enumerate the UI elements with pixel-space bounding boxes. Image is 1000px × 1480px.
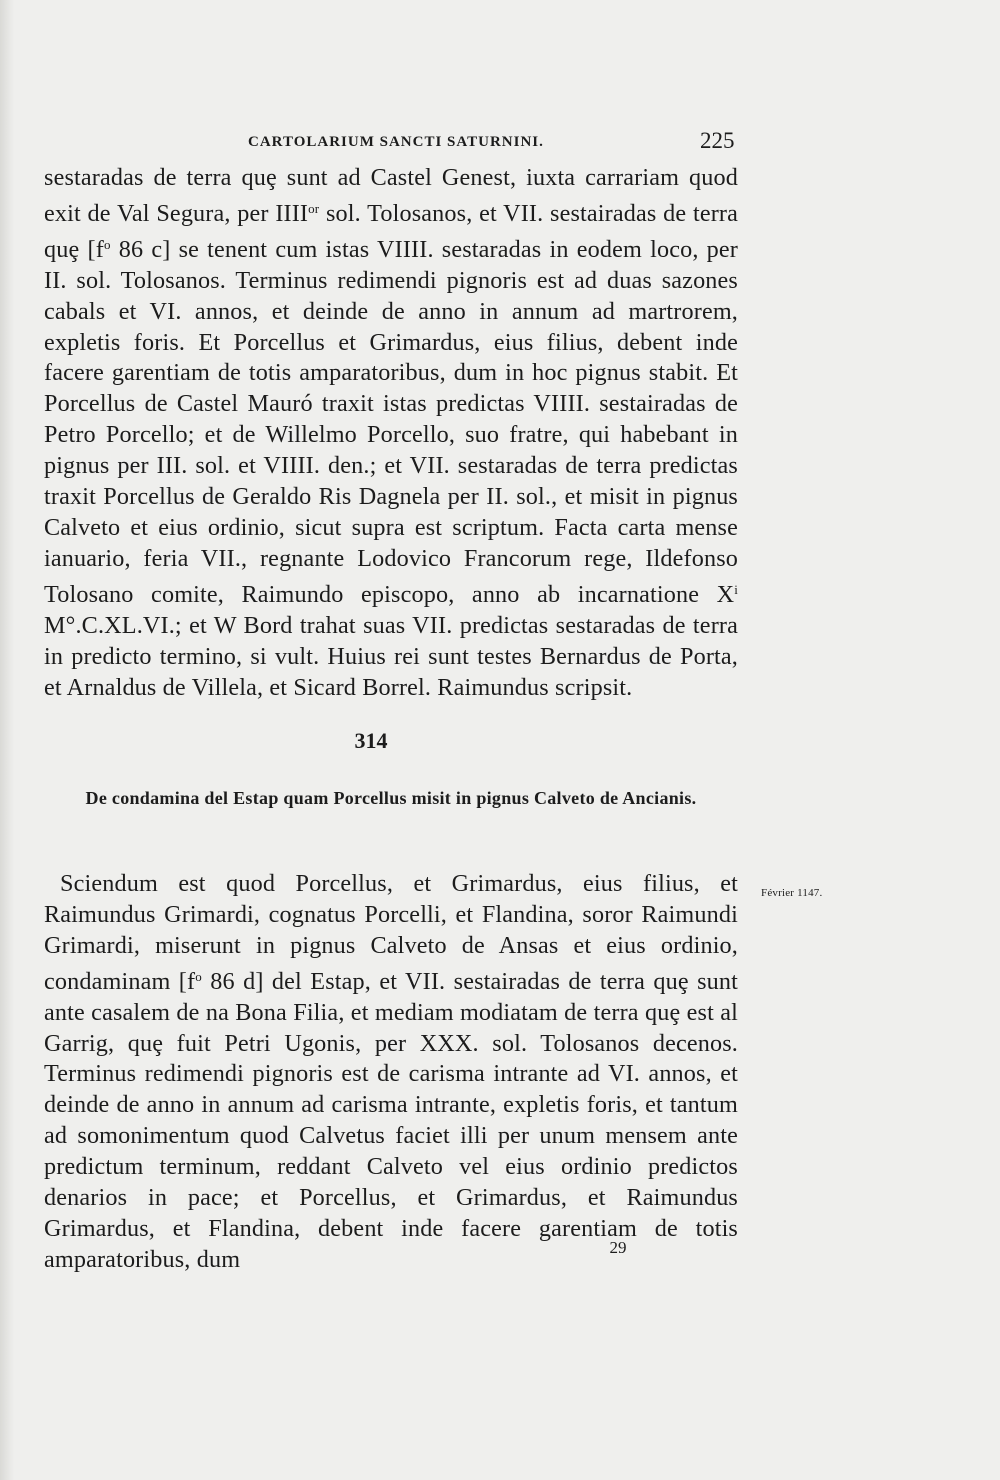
text-run: 86 d] del Estap, et VII. sestairadas de terra quȩ sunt ante casalem de na Bona Filia, et mediam modiatam de terra quȩ est al Garrig, quȩ fuit Petri Ugonis, per XXX. sol. Tolosanos decenos. Terminus redimendi pignoris est de carisma intrante ad VI. annos, et deinde de anno in annum ad carisma intrante, expletis foris, et tantum ad somonimentum quod Calvetus faciet illi per unum mensem ante predictum terminum, reddant Calveto vel eius ordinio predictos denarios in pace; et Porcellus, et Grimardus, et Raimundus Grimardus, et Flandina, debent inde facere garentiam de totis amparatoribus, dum xyxy=(44,967,738,1273)
signature-mark: 29 xyxy=(609,1238,627,1257)
text-run: M°.C.XL.VI.; et W Bord trahat suas VII. predictas sestaradas de terra in predicto termino, si vult. Huius rei sunt testes Bernardus de Porta, et Arnaldus de Villela, et Sicard Borrel. Raimundus scripsit. xyxy=(44,611,738,701)
superscript: o xyxy=(103,236,111,252)
text-run: Sciendum est quod Porcellus, et Grimardus, eius filius, et Raimundus Grimardi, cognatus Porcelli, et Flandina, soror Raimundi Grimardi, miserunt in pignus Calveto de Ansas et eius ordinio, condaminam [f xyxy=(44,870,738,995)
running-title: CARTOLARIUM SANCTI SATURNINI. xyxy=(248,134,544,150)
text-run: sol. Tolosanos, et VII. sestairadas de terra quȩ [f xyxy=(44,199,738,263)
charter-313-text xyxy=(44,163,738,703)
margin-date-note: Février 1147. xyxy=(761,887,823,899)
document-number: 314 xyxy=(354,728,388,753)
superscript: o xyxy=(195,968,202,984)
superscript: or xyxy=(308,200,320,216)
charter-314-text xyxy=(44,869,738,1276)
superscript: i xyxy=(734,581,738,597)
text-run: sestaradas de terra quȩ sunt ad Castel Genest, iuxta carrariam quod exit de Val Segura, per IIII xyxy=(44,164,738,227)
text-run: 86 c] se tenent cum istas VIIII. sestaradas in eodem loco, per II. sol. Tolosanos. Terminus redimendi pignoris est ad duas sazones cabals et VI. annos, et deinde de anno in annum ad martrorem, expletis foris. Et Porcellus et Grimardus, eius filius, debent inde facere garentiam de totis amparatoribus, dum in hoc pignus stabit. Et Porcellus de Castel Mauró traxit istas predictas VIIII. sestairadas de Petro Porcello; et de Willelmo Porcello, suo fratre, qui habebant in pignus per III. sol. et VIIII. den.; et VII. sestaradas de terra predictas traxit Porcellus de Geraldo Ris Dagnela per II. sol., et misit in pignus Calveto et eius ordinio, sicut supra est scriptum. Facta carta mense ianuario, feria VII., regnante Lodovico Francorum rege, Ildefonso Tolosano comite, Raimundo episcopo, anno ab incarnatione X xyxy=(44,235,739,608)
page-number: 225 xyxy=(700,128,735,153)
document-title: De condamina del Estap quam Porcellus misit in pignus Calveto de Ancianis. xyxy=(85,788,697,808)
